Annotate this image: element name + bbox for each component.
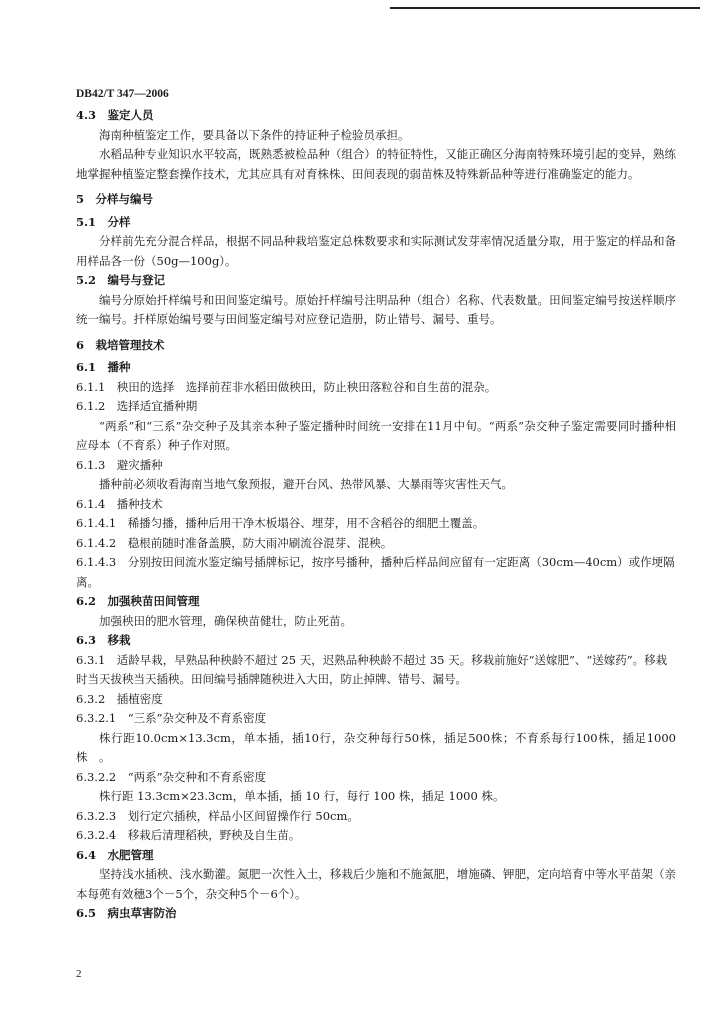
paragraph: “两系”和“三系”杂交种子及其亲本种子鉴定播种时间统一安排在11月中旬。“两系”杂交种子鉴定需要同时播种相应母本（不育系）种子作对照。 — [76, 418, 676, 452]
subsection-heading: 5.1 分样 — [76, 214, 131, 229]
paragraph: 分样前先充分混合样品，根据不同品种栽培鉴定总株数要求和实际测试发芽率情况适量分取，用于鉴定的样品和备用样品各一份（50g—100g）。 — [76, 234, 676, 268]
clause: 6.1.4.3 分别按田间流水鉴定编号插牌标记，按序号播种，播种后样品间应留有一定距离（30cm—40cm）或作埂隔离。 — [76, 555, 675, 589]
clause: 6.3.2.2 “两系”杂交种和不育系密度 — [76, 769, 266, 784]
paragraph: 播种前必须收看海南当地气象预报，避开台风、热带风暴、大暴雨等灾害性天气。 — [99, 477, 513, 491]
section-heading: 5 分样与编号 — [76, 192, 154, 206]
document-body — [76, 106, 676, 924]
paragraph: 坚持浅水插秧、浅水勤灌。氮肥一次性入土，移栽后少施和不施氮肥，增施磷、钾肥，定向培育中等水平苗架（亲本每蔸有效穗3个－5个，杂交种5个－6个）。 — [76, 867, 676, 901]
clause: 6.3.2 插植密度 — [76, 691, 163, 706]
paragraph: 加强秧田的肥水管理，确保秧苗健壮，防止死苗。 — [99, 613, 352, 628]
subsection-heading: 6.5 病虫草害防治 — [76, 906, 177, 920]
paragraph: 株行距10.0cm×13.3cm，单本插，插10行，杂交种每行50株，插足500株；不育系每行100株，插足1000株 。 — [76, 730, 676, 764]
clause: 6.1.2 选择适宜播种期 — [76, 399, 198, 413]
clause: 6.3.2.3 划行定穴插秧，样品小区间留操作行 50cm。 — [76, 808, 359, 823]
subsection-heading: 6.3 移栽 — [76, 633, 131, 647]
clause: 6.1.4.2 稳根前随时准备盖膜，防大雨冲刷流谷混芽、混秧。 — [76, 535, 393, 550]
clause: 6.3.1 适龄早栽，早熟品种秧龄不超过 25 天，迟熟品种秧龄不超过 35 天。移栽前施好“送嫁肥”、“送嫁药”。移栽时当天拔秧当天插秧。田间编号插牌随秧进入大田，防止掉牌、错号、漏号。 — [76, 652, 668, 686]
subsection-heading: 6.2 加强秧苗田间管理 — [76, 594, 200, 608]
page-number: 2 — [76, 968, 82, 980]
paragraph: 水稻品种专业知识水平较高，既熟悉被检品种（组合）的特征特性，又能正确区分海南特殊环境引起的变异，熟练地掌握种植鉴定整套操作技术，尤其应具有对育株株、田间表现的弱苗株及特殊新品种等进行准确鉴定的能力。 — [76, 147, 676, 181]
clause: 6.1.3 避灾播种 — [76, 457, 163, 472]
subsection-heading: 6.4 水肥管理 — [76, 847, 154, 862]
clause: 6.1.4.1 稀播匀播，播种后用干净木板塌谷、埋芽，用不含稻谷的细肥土覆盖。 — [76, 516, 485, 530]
subsection-heading: 4.3 鉴定人员 — [76, 108, 154, 122]
clause: 6.3.2.4 移栽后清理稻秧，野秧及自生苗。 — [76, 828, 301, 842]
clause: 6.1.1 秧田的选择 选择前茬非水稻田做秧田，防止秧田落粒谷和自生苗的混杂。 — [76, 379, 497, 394]
subsection-heading: 6.1 播种 — [76, 360, 131, 374]
paragraph: 株行距 13.3cm×23.3cm，单本插，插 10 行，每行 100 株，插足 1000 株。 — [99, 789, 505, 803]
clause: 6.3.2.1 “三系”杂交种及不育系密度 — [76, 711, 266, 725]
clause: 6.1.4 播种技术 — [76, 496, 163, 511]
section-heading: 6 栽培管理技术 — [76, 337, 165, 352]
subsection-heading: 5.2 编号与登记 — [76, 273, 166, 287]
document-code: DB42/T 347—2006 — [76, 88, 169, 100]
paragraph: 编号分原始扦样编号和田间鉴定编号。原始扦样编号注明品种（组合）名称、代表数量。田间鉴定编号按送样顺序统一编号。扦样原始编号要与田间鉴定编号对应登记造册，防止错号、漏号、重号。 — [76, 292, 676, 326]
header-rule — [390, 7, 700, 9]
paragraph: 海南种植鉴定工作，要具备以下条件的持证种子检验员承担。 — [99, 127, 410, 142]
